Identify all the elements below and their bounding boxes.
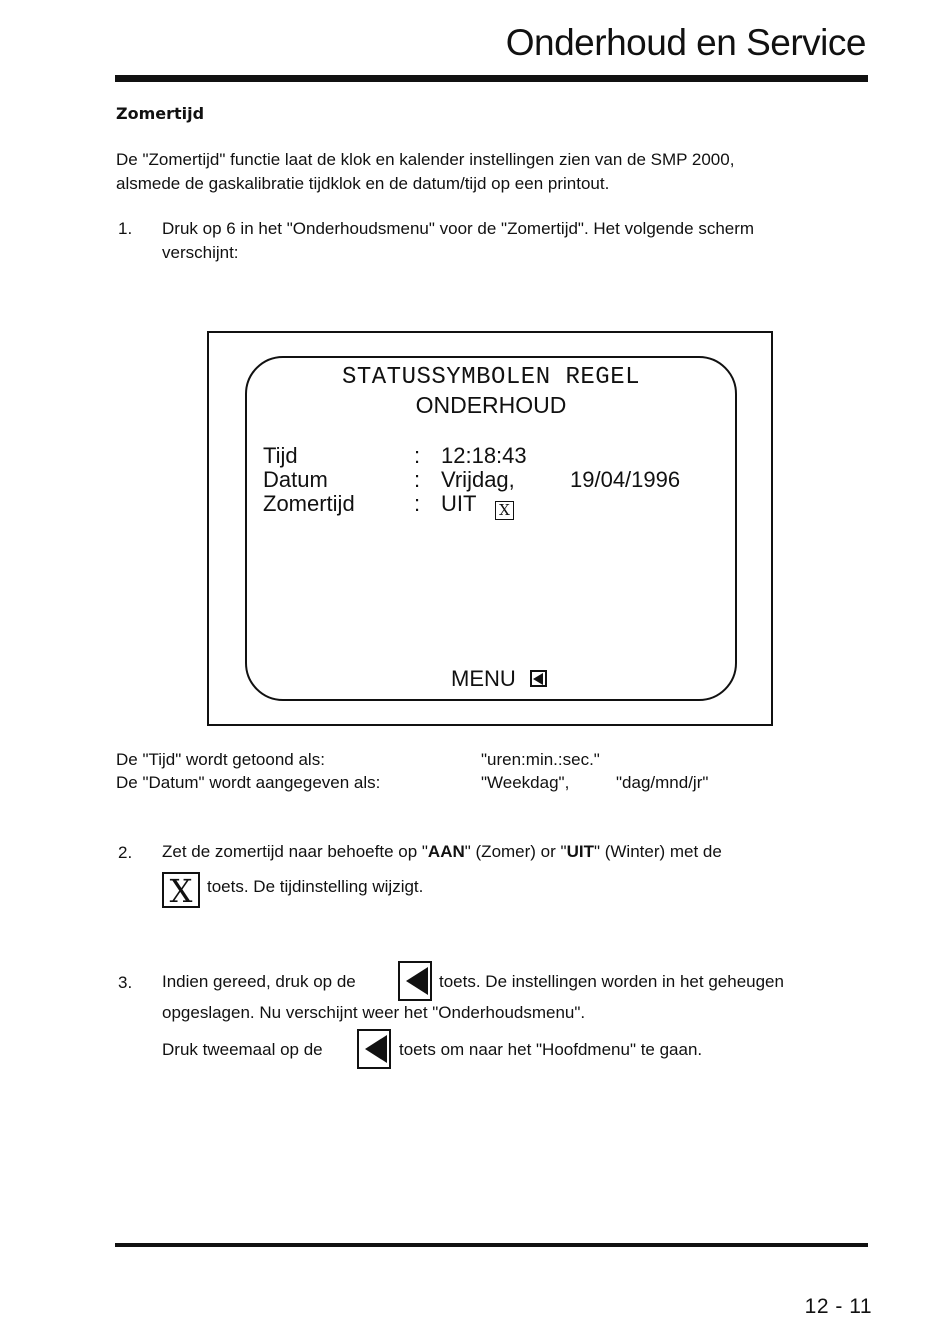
step-2-text-pre: Zet de zomertijd naar behoefte op "	[162, 842, 428, 861]
screen-sep-zomertijd: :	[414, 491, 421, 516]
screen-value-zomertijd: UIT	[441, 491, 477, 516]
step-2-aan: AAN	[427, 842, 465, 861]
page-number: 12 - 11	[804, 1295, 872, 1318]
step-3-line-3-post: toets om naar het "Hoofdmenu" te gaan.	[399, 1040, 703, 1059]
screen-label-datum: Datum	[263, 467, 328, 492]
step-1-line-1: Druk op 6 in het "Onderhoudsmenu" voor de "Zomertijd". Het volgende scherm	[162, 219, 755, 238]
format-datum-date: "dag/mnd/jr"	[616, 773, 709, 792]
menu-back-icon	[530, 670, 547, 688]
back-key-icon-2	[357, 1029, 391, 1069]
screen-title: STATUSSYMBOLEN REGEL	[341, 364, 641, 391]
step-1-number: 1.	[118, 219, 133, 238]
toggle-key-large-icon	[162, 872, 200, 908]
back-arrow-icon	[357, 1029, 391, 1069]
intro-line-1: De "Zomertijd" functie laat de klok en kalender instellingen zien van de SMP 2000,	[116, 150, 735, 169]
back-arrow-icon	[398, 961, 432, 1001]
step-3-line-1-pre: Indien gereed, druk op de	[162, 972, 356, 991]
intro-line-2: alsmede de gaskalibratie tijdklok en de datum/tijd op een printout.	[116, 174, 610, 193]
format-datum-label: De "Datum" wordt aangegeven als:	[116, 773, 381, 792]
section-heading: Zomertijd	[116, 104, 205, 123]
screen-value-tijd: 12:18:43	[441, 443, 527, 468]
step-2-number: 2.	[118, 843, 133, 862]
step-3-line-2: opgeslagen. Nu verschijnt weer het "Onderhoudsmenu".	[162, 1003, 586, 1022]
screen-value-weekday: Vrijdag,	[441, 467, 515, 492]
back-arrow-icon	[530, 670, 547, 687]
screen-label-tijd: Tijd	[263, 443, 298, 468]
step-2-text-mid: " (Zomer) or "	[464, 842, 567, 861]
step-3-line-1-post: toets. De instellingen worden in het geheugen	[439, 972, 784, 991]
screen-sep-datum: :	[414, 467, 421, 492]
step-1-line-2: verschijnt:	[162, 243, 239, 262]
back-key-icon-1	[398, 961, 432, 1001]
step-2-line-2: toets. De tijdinstelling wijzigt.	[207, 877, 424, 896]
screen-subtitle: ONDERHOUD	[415, 392, 567, 418]
format-tijd-label: De "Tijd" wordt getoond als:	[116, 750, 325, 769]
toggle-key-glyph: X	[495, 501, 514, 520]
format-tijd-value: "uren:min.:sec."	[481, 750, 600, 769]
page-title: Onderhoud en Service	[505, 22, 866, 63]
screen-label-zomertijd: Zomertijd	[263, 491, 355, 516]
footer-rule	[115, 1243, 868, 1247]
step-2-uit: UIT	[566, 842, 594, 861]
step-2-text-post: " (Winter) met de	[593, 842, 722, 861]
toggle-key-large-glyph: X	[162, 872, 200, 908]
format-datum-weekday: "Weekdag",	[481, 773, 570, 792]
toggle-key-icon	[495, 496, 514, 520]
screen-value-date: 19/04/1996	[570, 467, 681, 492]
screen-sep-tijd: :	[414, 443, 421, 468]
step-2-line-1	[162, 840, 722, 864]
screen-menu-label: MENU	[451, 666, 516, 691]
step-3-number: 3.	[118, 973, 133, 992]
step-3-line-3-pre: Druk tweemaal op de	[162, 1040, 323, 1059]
header-rule	[115, 75, 868, 82]
